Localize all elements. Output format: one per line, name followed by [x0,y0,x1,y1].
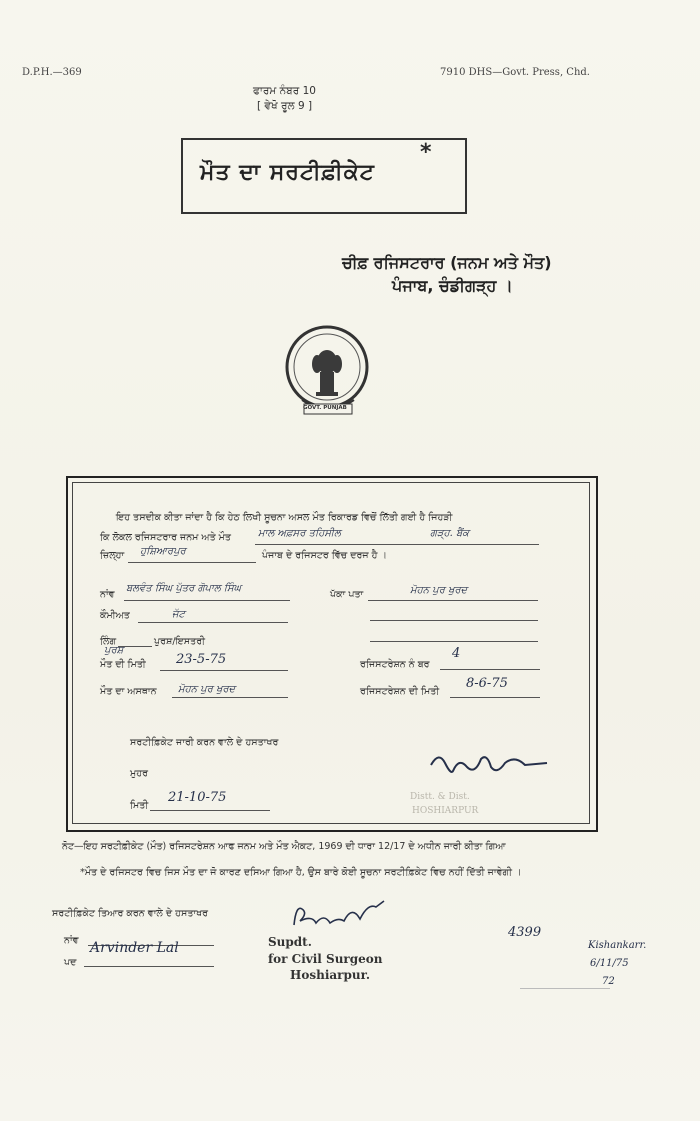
stamp-text-1: Distt. & Dist. [410,792,470,802]
prepared-by-label: ਸਰਟੀਫ਼ਿਕੇਟ ਤਿਆਰ ਕਰਨ ਵਾਲੇ ਦੇ ਹਸਤਾਖਰ [52,908,209,919]
emblem-label: GOVT. PUNJAB [303,405,347,411]
form-code-right: 7910 DHS—Govt. Press, Chd. [440,67,590,78]
supdt-signature [288,895,398,935]
issue-date-label: ਮਿਤੀ [130,800,149,811]
supdt-line-3: Hoshiarpur. [290,968,370,982]
issuer-signature-label: ਸਰਟੀਫ਼ਿਕੇਟ ਜਾਰੀ ਕਰਨ ਵਾਲੇ ਦੇ ਹਸਤਾਖਰ [130,737,279,748]
preparer-name-value: Arvinder Lal [90,940,179,956]
form-number: ਫਾਰਮ ਨੰਬਰ 10 [253,85,316,97]
reference-date: 6/11/75 [590,958,629,969]
reference-number: 4399 [508,925,542,940]
stamp-text-2: HOSHIARPUR [412,806,479,816]
issuer-signature [425,745,555,785]
page-title: ਮੌਤ ਦਾ ਸਰਟੀਫ਼ੀਕੇਟ [200,160,375,185]
reference-extra: 72 [602,976,615,987]
preparer-post-label: ਪਦ [64,957,77,968]
note-1: ਨੋਟ—ਇਹ ਸਰਟੀਫ਼ੀਕੇਟ (ਮੌਤ) ਰਜਿਸਟਰੇਸ਼ਨ ਆਫ ਜਨਮ ਅਤੇ ਮੌਤ ਐਕਟ, 1969 ਦੀ ਧਾਰਾ 12/17 ਦੇ ਅਧੀਨ ਜਾਰੀ ਕੀਤਾ ਗਿਆ [62,841,506,852]
death-date-label: ਮੌਤ ਦੀ ਮਿਤੀ [100,659,146,670]
note-2: *ਮੌਤ ਦੇ ਰਜਿਸਟਰ ਵਿਚ ਜਿਸ ਮੌਤ ਦਾ ਜੋ ਕਾਰਣ ਦਸਿਆ ਗਿਆ ਹੈ, ਉਸ ਬਾਰੇ ਕੋਈ ਸੂਚਨਾ ਸਰਟੀਫ਼ਿਕੇਟ ਵਿਚ ਨਹੀਂ ਦਿੱਤੀ ਜਾਵੇਗੀ । [80,867,522,878]
form-code-left: D.P.H.—369 [22,67,82,78]
district-value: ਹੁਸ਼ਿਆਰਪੁਰ [140,546,186,557]
supdt-line-2: for Civil Surgeon [268,952,383,966]
local-registrar-label: ਕਿ ਲੋਕਲ ਰਜਿਸਟਰਾਰ ਜਨਮ ਅਤੇ ਮੌਤ [100,532,231,543]
preparer-name-label: ਨਾਂਵ [64,935,79,946]
registration-date-value: 8-6-75 [466,676,508,691]
nationality-label: ਕੌਮੀਅਤ [100,610,130,621]
name-value: ਬਲਵੰਤ ਸਿੰਘ ਪੁੱਤਰ ਗੋਪਾਲ ਸਿੰਘ [126,583,242,594]
rule-reference: [ ਵੇਖੋ ਰੂਲ 9 ] [257,100,313,112]
district-suffix: ਪੰਜਾਬ ਦੇ ਰਜਿਸਟਰ ਵਿੱਚ ਦਰਜ ਹੈ । [262,550,387,561]
death-place-value: ਮੋਹਨ ਪੁਰ ਖੁਰਦ [178,684,236,695]
sex-value: ਪੁਰਸ਼ [104,645,124,656]
intro-line-1: ਇਹ ਤਸਦੀਕ ਕੀਤਾ ਜਾਂਦਾ ਹੈ ਕਿ ਹੇਠ ਲਿਖੀ ਸੂਚਨਾ ਅਸਲ ਮੌਤ ਰਿਕਾਰਡ ਵਿਚੋਂ ਲਿੱਤੀ ਗਈ ਹੈ ਜਿਹੜੀ [116,512,453,523]
seal-label: ਮੁਹਰ [130,768,148,779]
issue-date-value: 21-10-75 [168,790,227,805]
registration-number-label: ਰਜਿਸਟਰੇਸ਼ਨ ਨੰ ਬਰ [360,659,430,670]
title-asterisk: * [420,140,432,165]
sex-label: ਲਿੰਗ [100,636,117,647]
nationality-value: ਜੱਟ [172,609,185,620]
supdt-line-1: Supdt. [268,935,312,949]
address-label: ਪੱਕਾ ਪਤਾ [330,589,364,600]
death-date-value: 23-5-75 [176,652,227,667]
sex-options: ਪੁਰਸ਼/ਇਸਤਰੀ [154,636,205,647]
local-registrar-value: ਮਾਲ ਅਫ਼ਸਰ ਤਹਿਸੀਲ [258,528,341,539]
authority-line-2: ਪੰਜਾਬ, ਚੰਡੀਗੜ੍ਹ । [392,276,513,295]
authority-line-1: ਚੀਫ਼ ਰਜਿਸਟਰਾਰ (ਜਨਮ ਅਤੇ ਮੌਤ) [342,253,552,272]
address-value: ਮੋਹਨ ਪੁਰ ਖੁਰਦ [410,585,468,596]
registration-date-label: ਰਜਿਸਟਰੇਸ਼ਨ ਦੀ ਮਿਤੀ [360,686,440,697]
reference-signature: Kishankarr. [588,940,647,951]
registration-number-value: 4 [452,646,461,661]
name-label: ਨਾਂਵ [100,589,115,600]
death-place-label: ਮੌਤ ਦਾ ਅਸਥਾਨ [100,686,157,697]
district-label: ਜ਼ਿਲ੍ਹਾ [100,550,125,561]
local-registrar-value-2: ਗੜ੍ਹ. ਬੈਂਕ [430,528,470,539]
